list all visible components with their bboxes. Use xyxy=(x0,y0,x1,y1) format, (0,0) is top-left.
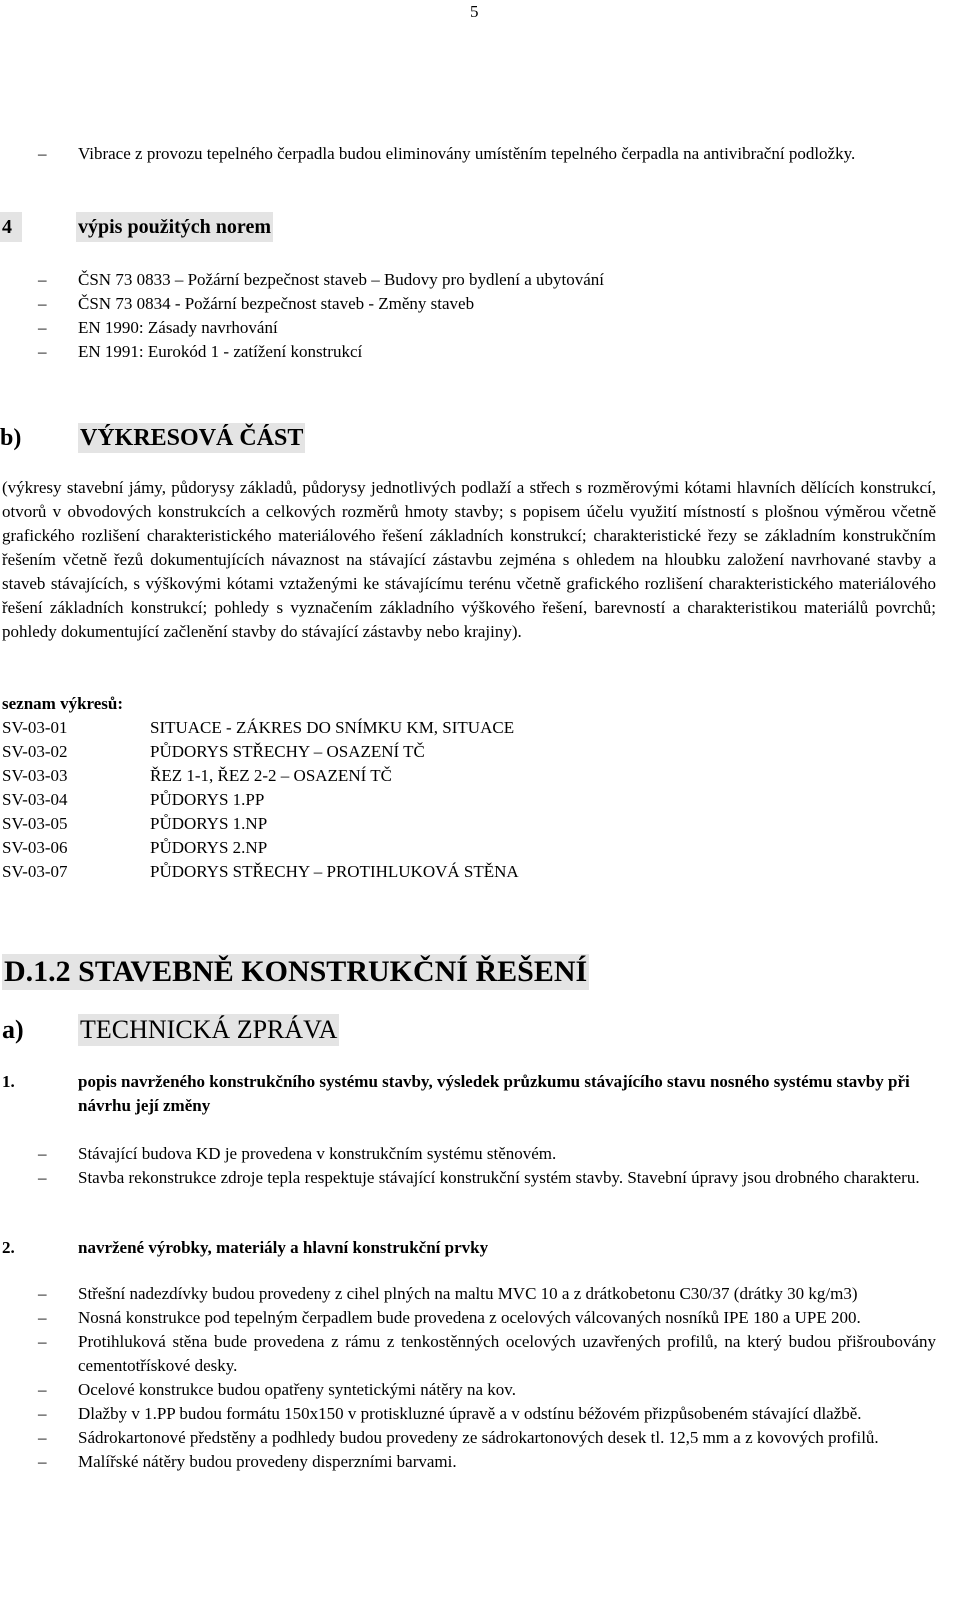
list-item: – Protihluková stěna bude provedena z rámu z tenkostěnných ocelových uzavřených profilů, na který budou přišroubovány cementotřískové desky. xyxy=(38,1332,936,1375)
drawing-row xyxy=(0,788,700,812)
point-heading: 1. popis navrženého konstrukčního systému stavby, výsledek průzkumu stávajícího stavu nosného systému stavby při návrhu její změny xyxy=(2,1072,910,1115)
chapter-title: D.1.2 STAVEBNĚ KONSTRUKČNÍ ŘEŠENÍ xyxy=(4,955,588,988)
section-title: VÝKRESOVÁ ČÁST xyxy=(80,425,304,451)
drawing-title: SITUACE - ZÁKRES DO SNÍMKU KM, SITUACE xyxy=(150,718,515,737)
dash-bullet: – xyxy=(38,1428,47,1447)
subsection-label: a) xyxy=(2,1015,24,1044)
point-2-list xyxy=(0,1282,936,1474)
drawing-title: PŮDORYS 2.NP xyxy=(150,838,268,857)
drawings-list xyxy=(0,716,700,884)
dash-bullet: – xyxy=(38,144,47,163)
section-label: b) xyxy=(0,425,22,451)
list-item: – Stávající budova KD je provedena v konstrukčním systému stěnovém. xyxy=(0,1142,936,1166)
point-heading: 2. navržené výrobky, materiály a hlavní konstrukční prvky xyxy=(0,1236,936,1260)
list-item: – Vibrace z provozu tepelného čerpadla budou eliminovány umístěním tepelného čerpadla na antivibrační podložky. xyxy=(0,142,936,166)
list-item: – Ocelové konstrukce budou opatřeny syntetickými nátěry na kov. xyxy=(0,1378,936,1402)
drawing-title: PŮDORYS STŘECHY – PROTIHLUKOVÁ STĚNA xyxy=(150,862,519,881)
list-item: – Stavba rekonstrukce zdroje tepla respektuje stávající konstrukční systém stavby. Stavební úpravy jsou drobného charakteru. xyxy=(0,1166,936,1190)
list-item: – EN 1991: Eurokód 1 - zatížení konstrukcí xyxy=(0,340,936,364)
list-item: – ČSN 73 0833 – Požární bezpečnost staveb – Budovy pro bydlení a ubytování xyxy=(0,268,936,292)
list-item: – Nosná konstrukce pod tepelným čerpadlem bude provedena z ocelových válcovaných nosníků IPE 180 a UPE 200. xyxy=(0,1306,936,1330)
point-1-list xyxy=(0,1142,936,1190)
drawing-title: PŮDORYS 1.NP xyxy=(150,814,268,833)
drawing-code: SV-03-07 xyxy=(2,862,68,881)
point-number: 2. xyxy=(2,1238,15,1257)
dash-bullet: – xyxy=(38,1404,47,1423)
drawing-row xyxy=(0,860,700,884)
drawing-title: ŘEZ 1-1, ŘEZ 2-2 – OSAZENÍ TČ xyxy=(150,766,392,785)
dash-bullet: – xyxy=(38,1168,47,1187)
list-item: – Dlažby v 1.PP budou formátu 150x150 v protiskluzné úpravě a v odstínu béžovém přizpůsobeném stávající dlažbě. xyxy=(0,1402,936,1426)
point-2 xyxy=(0,1236,936,1260)
drawing-row xyxy=(0,812,700,836)
dash-bullet: – xyxy=(38,1380,47,1399)
drawing-title: PŮDORYS STŘECHY – OSAZENÍ TČ xyxy=(150,742,425,761)
intro-list xyxy=(0,142,936,166)
drawings-description: (výkresy stavební jámy, půdorysy základů, půdorysy jednotlivých podlaží a střech s rozměrovými kótami hlavních dělících konstrukcí, otvorů v obvodových konstrukcích a celkových rozměrů hmoty stavby; s popisem účelu využití místností s plošnou výměrou včetně grafického rozlišení charakteristického materiálového řešení základních konstrukcí; charakteristické řezy se základním konstrukčním řešením včetně řezů dokumentujících návaznost na stávající zástavbu zejména s ohledem na hloubku založení navrhované stavby a staveb stávajících, s výškovými kótami vztaženými ke stávajícímu terénu včetně grafického rozlišení charakteristického materiálového řešení základních konstrukcí; pohledy s vyznačením základního výškového řešení, barevností a charakteristikou materiálů povrchů; pohledy dokumentující začlenění stavby do stávající zástavby nebo krajiny). xyxy=(2,478,936,641)
dash-bullet: – xyxy=(38,1452,47,1471)
section-number: 4 xyxy=(0,212,22,242)
drawing-title: PŮDORYS 1.PP xyxy=(150,790,265,809)
dash-bullet: – xyxy=(38,294,47,313)
drawing-code: SV-03-03 xyxy=(2,766,68,785)
norms-list xyxy=(0,268,936,364)
drawing-row xyxy=(0,836,700,860)
dash-bullet: – xyxy=(38,342,47,361)
drawing-code: SV-03-04 xyxy=(2,790,68,809)
drawing-row xyxy=(0,740,700,764)
drawings-list-heading: seznam výkresů: xyxy=(2,694,124,713)
dash-bullet: – xyxy=(38,1308,47,1327)
drawing-row xyxy=(0,764,700,788)
dash-bullet: – xyxy=(38,270,47,289)
drawing-code: SV-03-02 xyxy=(2,742,68,761)
list-item: – Malířské nátěry budou provedeny disperzními barvami. xyxy=(0,1450,936,1474)
list-item: – ČSN 73 0834 - Požární bezpečnost staveb - Změny staveb xyxy=(0,292,936,316)
dash-bullet: – xyxy=(38,318,47,337)
list-item: – Sádrokartonové předstěny a podhledy budou provedeny ze sádrokartonových desek tl. 12,5 mm a z kovových profilů. xyxy=(0,1426,936,1450)
drawing-code: SV-03-06 xyxy=(2,838,68,857)
subsection-title: TECHNICKÁ ZPRÁVA xyxy=(80,1015,338,1044)
page-number: 5 xyxy=(470,2,479,21)
section-title: výpis použitých norem xyxy=(76,212,273,242)
drawing-code: SV-03-05 xyxy=(2,814,68,833)
dash-bullet: – xyxy=(38,1332,47,1351)
drawing-row xyxy=(0,716,700,740)
point-number: 1. xyxy=(2,1072,15,1091)
drawing-code: SV-03-01 xyxy=(2,718,68,737)
dash-bullet: – xyxy=(38,1144,47,1163)
list-item: – EN 1990: Zásady navrhování xyxy=(0,316,936,340)
list-item: – Střešní nadezdívky budou provedeny z cihel plných na maltu MVC 10 a z drátkobetonu C30/37 (drátky 30 kg/m3) xyxy=(0,1282,936,1306)
point-1 xyxy=(0,1070,936,1118)
dash-bullet: – xyxy=(38,1284,47,1303)
